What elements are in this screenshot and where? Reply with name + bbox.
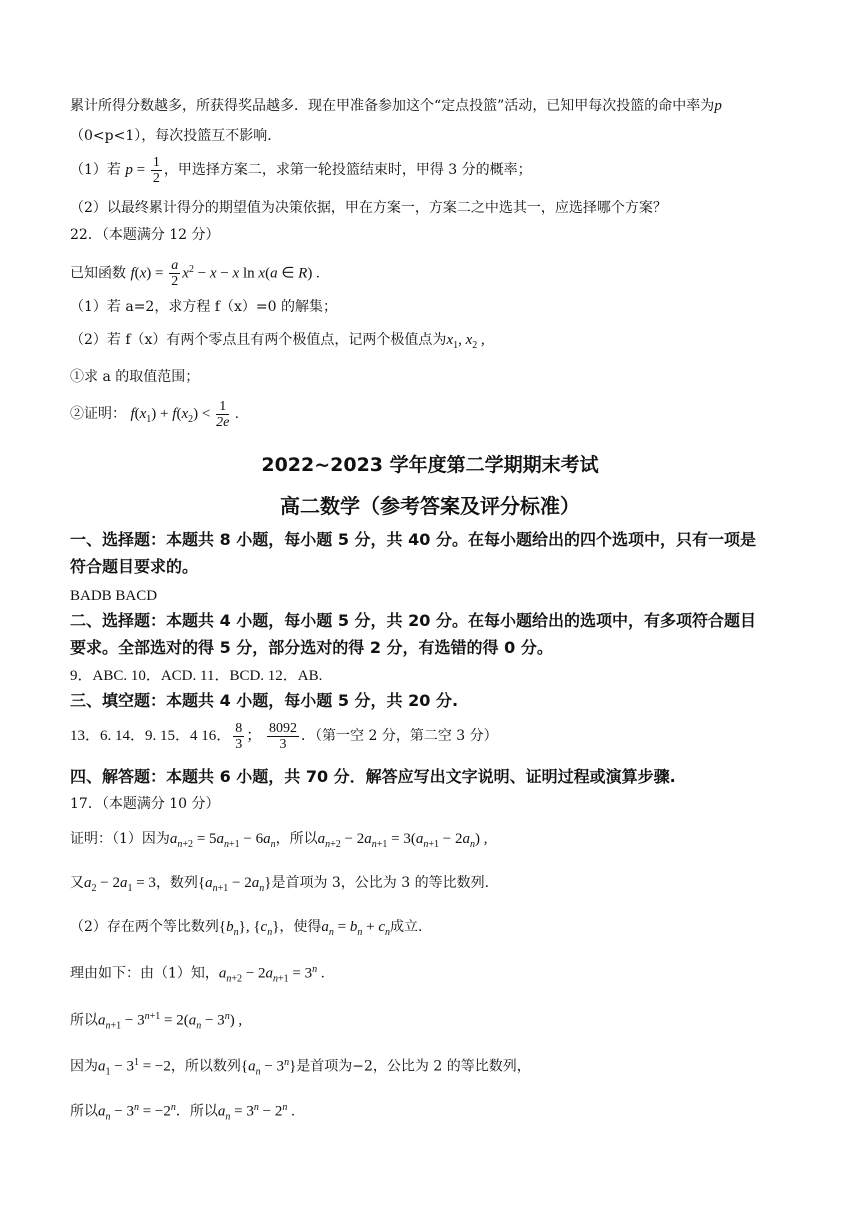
proof-7-prefix: 所以 [70,1103,98,1120]
question-1: （1）若 p = $\frac{1}{2}$ ，甲选择方案二，求第一轮投篮结束时，甲得 3 分的概率； [70,154,532,186]
proof-line-2: 又$a_2 - 2a_1 = 3$，数列$\{a_{n+1} - 2a_n\}$是首项为 3，公比为 3 的等比数列. [70,875,490,894]
proof-3-mid: ，使得 [279,919,322,935]
proof-1-prefix: 证明：（1）因为 [70,831,170,847]
question-2: （2）以最终累计得分的期望值为决策依据，甲在方案一，方案二之中选其一，应选择哪个方案？ [70,200,667,216]
section-3-answers: 13．6. 14．9. 15．4 16． $\frac{8}{3}$ ； $\frac{8092}{3}$ ．（第一空 2 分，第二空 3 分） [70,720,498,752]
math-p-eq: p [125,162,133,178]
proof-4-prefix: 理由如下：由（1）知， [70,965,219,982]
math-p: p [714,98,722,114]
section-1-heading: 一、选择题：本题共 8 小题，每小题 5 分，共 40 分。在每小题给出的四个选项中，只有一项是 [70,530,756,549]
proof-line-7: 所以$a_n - 3^n = -2^n$．所以$a_n = 3^n - 2^n$ . [70,1102,295,1123]
fill-answers: 13．6. 14．9. 15．4 16． [70,728,232,744]
proof-line-6: 因为$a_1 - 3^1 = -2$，所以数列$\{a_n - 3^n\}$是首项为−2，公比为 2 的等比数列， [70,1057,531,1078]
problem-22-part1: （1）若 a=2，求方程 f（x）=0 的解集； [70,299,337,315]
proof-6-prefix: 因为 [70,1058,98,1075]
fraction-1-over-2e: $\frac{1}{2e}$ [216,398,230,430]
section-2-heading: 二、选择题：本题共 4 小题，每小题 5 分，共 20 分。在每小题给出的选项中，有多项符合题目 [70,611,756,630]
problem-22-part2: （2）若 f（x）有两个零点且有两个极值点，记两个极值点为$x_1$, $x_2$ , [70,332,485,351]
proof-2-mid: ，数列 [155,875,198,891]
part2-text: （2）若 f（x）有两个零点且有两个极值点，记两个极值点为 [70,332,447,348]
section-2-heading-cont: 要求。全部选对的得 5 分，部分选对的得 2 分，有选错的得 0 分。 [70,638,553,657]
proof-line-1: 证明：（1）因为$a_{n+2} = 5a_{n+1} - 6a_n$，所以$a_{n+2} - 2a_{n+1} = 3(a_{n+1} - 2a_n)$ , [70,831,488,850]
paragraph-text: 累计所得分数越多，所获得奖品越多．现在甲准备参加这个“定点投篮”活动，已知甲每次投篮的命中率为 [70,98,715,114]
fraction-half: $\frac{1}{2}$ [152,154,160,186]
proof-3-prefix: （2）存在两个等比数列 [70,919,219,935]
section-1-heading-cont: 符合题目要求的。 [70,557,199,576]
section-4-heading: 四、解答题：本题共 6 小题，共 70 分．解答应写出文字说明、证明过程或演算步骤. [70,767,676,786]
text-line-2: （0<p<1），每次投篮互不影响． [70,128,282,144]
text-line-1 [70,97,722,115]
section-3-heading: 三、填空题：本题共 4 小题，每小题 5 分，共 20 分. [70,691,459,710]
proof-1-mid: ，所以 [275,831,318,847]
proof-2-suffix: 是首项为 3，公比为 3 的等比数列. [271,875,490,891]
page-title: 2022~2023 学年度第二学期期末考试 [261,454,599,476]
claim2-text: ②证明： [70,406,126,422]
label-known: 已知函数 [70,265,126,282]
problem-22-function: 已知函数 f(x) = $\frac{a}{2}$ $x^2 - x - x$ ln x(a ∈ R) . [70,258,320,290]
problem-22-claim1: ①求 a 的取值范围； [70,369,200,385]
proof-5-prefix: 所以 [70,1012,98,1029]
fraction-a-over-2: $\frac{a}{2}$ [171,258,179,290]
proof-3-suffix: 成立. [390,919,423,935]
proof-6-suffix: 是首项为−2，公比为 2 的等比数列， [296,1058,531,1075]
section-1-answers: BADB BACD [70,588,158,604]
page-subtitle: 高二数学（参考答案及评分标准） [280,494,580,518]
proof-line-4: 理由如下：由（1）知，$a_{n+2} - 2a_{n+1} = 3^n$ . [70,964,325,985]
q1-prefix: （1）若 [70,162,121,178]
proof-line-5: 所以$a_{n+1} - 3^{n+1} = 2(a_n - 3^n)$ , [70,1011,243,1032]
problem-22-claim2: ②证明： $f(x_1) + f(x_2)$ < $\frac{1}{2e}$ . [70,398,239,430]
fraction-8092-over-3: $\frac{8092}{3}$ [269,720,298,752]
proof-7-mid: ．所以 [175,1103,218,1120]
q1-suffix: ，甲选择方案二，求第一轮投篮结束时，甲得 3 分的概率； [163,162,532,178]
proof-2-prefix: 又 [70,875,84,891]
problem-17-header: 17．（本题满分 10 分） [70,796,220,812]
problem-22-header: 22．（本题满分 12 分） [70,227,220,243]
proof-line-3: （2）存在两个等比数列$\{b_n\}$, $\{c_n\}$，使得$a_n = b_n + c_n$成立. [70,919,423,938]
fill-answers-note: ．（第一空 2 分，第二空 3 分） [301,728,498,744]
section-2-answers: 9．ABC. 10．ACD. 11．BCD. 12．AB. [70,668,323,684]
fraction-8-over-3: $\frac{8}{3}$ [235,720,243,752]
proof-6-mid: ，所以数列 [170,1058,241,1075]
